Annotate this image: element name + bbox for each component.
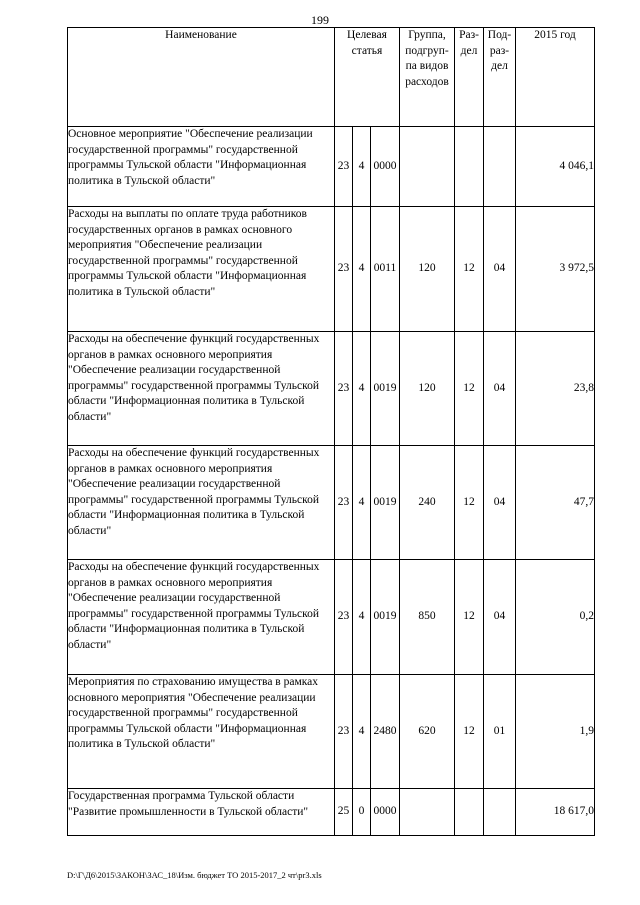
header-subsection: Под- раз- дел (484, 28, 516, 127)
row-subsection (484, 789, 516, 836)
row-subsection: 01 (484, 675, 516, 789)
row-target-subprogram: 4 (353, 675, 371, 789)
table-row (68, 560, 595, 675)
row-target-program: 25 (335, 789, 353, 836)
table-row (68, 675, 595, 789)
row-target-code: 0019 (371, 446, 400, 560)
row-subsection: 04 (484, 446, 516, 560)
row-name: Государственная программа Тульской области "Развитие промышленности в Тульской области" (68, 789, 335, 836)
row-section (455, 127, 484, 207)
row-target-code: 0000 (371, 127, 400, 207)
row-amount: 23,8 (516, 332, 595, 446)
row-section: 12 (455, 332, 484, 446)
budget-table (67, 27, 595, 836)
row-target-code: 2480 (371, 675, 400, 789)
row-name: Расходы на обеспечение функций государственных органов в рамках основного мероприятия "Обеспечение реализации государственной программы" государственной программы Тульской области "Информационная политика в Тульской области" (68, 446, 335, 560)
row-expense-group (400, 789, 455, 836)
row-target-subprogram: 4 (353, 446, 371, 560)
row-name: Расходы на обеспечение функций государственных органов в рамках основного мероприятия "Обеспечение реализации государственной программы" государственной программы Тульской области "Информационная политика в Тульской области" (68, 332, 335, 446)
row-expense-group: 120 (400, 332, 455, 446)
row-target-program: 23 (335, 675, 353, 789)
table-row (68, 446, 595, 560)
table-row (68, 789, 595, 836)
header-year: 2015 год (516, 28, 595, 127)
table-row (68, 332, 595, 446)
row-section (455, 789, 484, 836)
file-path-footer: D:\Г\Д6\2015\ЗАКОН\ЗАС_18\Изм. бюджет ТО 2015-2017_2 чт\pr3.xls (67, 870, 322, 880)
row-target-subprogram: 4 (353, 560, 371, 675)
row-section: 12 (455, 560, 484, 675)
row-section: 12 (455, 675, 484, 789)
row-target-code: 0000 (371, 789, 400, 836)
row-amount: 47,7 (516, 446, 595, 560)
row-amount: 4 046,1 (516, 127, 595, 207)
header-target-article: Целевая статья (335, 28, 400, 127)
row-subsection: 04 (484, 332, 516, 446)
row-target-code: 0011 (371, 207, 400, 332)
row-amount: 1,9 (516, 675, 595, 789)
header-expense-group: Группа, подгруп- па видов расходов (400, 28, 455, 127)
row-target-program: 23 (335, 560, 353, 675)
row-target-program: 23 (335, 446, 353, 560)
page-number: 199 (311, 13, 329, 27)
row-expense-group: 850 (400, 560, 455, 675)
row-name: Основное мероприятие "Обеспечение реализации государственной программы" государственной программы Тульской области "Информационная политика в Тульской области" (68, 127, 335, 207)
header-row (68, 28, 595, 127)
row-amount: 3 972,5 (516, 207, 595, 332)
row-name: Мероприятия по страхованию имущества в рамках основного мероприятия "Обеспечение реализации государственной программы" государственной программы Тульской области "Информационная политика в Тульской области" (68, 675, 335, 789)
row-name: Расходы на обеспечение функций государственных органов в рамках основного мероприятия "Обеспечение реализации государственной программы" государственной программы Тульской области "Информационная политика в Тульской области" (68, 560, 335, 675)
row-target-code: 0019 (371, 560, 400, 675)
row-target-code: 0019 (371, 332, 400, 446)
row-amount: 0,2 (516, 560, 595, 675)
row-target-subprogram: 4 (353, 127, 371, 207)
row-subsection: 04 (484, 207, 516, 332)
row-subsection: 04 (484, 560, 516, 675)
row-expense-group: 620 (400, 675, 455, 789)
header-section: Раз- дел (455, 28, 484, 127)
row-expense-group (400, 127, 455, 207)
row-target-subprogram: 4 (353, 332, 371, 446)
table-row (68, 127, 595, 207)
row-section: 12 (455, 207, 484, 332)
row-target-program: 23 (335, 332, 353, 446)
header-name: Наименование (68, 28, 335, 127)
table-row (68, 207, 595, 332)
row-target-subprogram: 4 (353, 207, 371, 332)
row-section: 12 (455, 446, 484, 560)
row-subsection (484, 127, 516, 207)
row-expense-group: 120 (400, 207, 455, 332)
row-target-program: 23 (335, 207, 353, 332)
row-name: Расходы на выплаты по оплате труда работников государственных органов в рамках основного мероприятия "Обеспечение реализации государственной программы" государственной программы Тульской области "Информационная политика в Тульской области" (68, 207, 335, 332)
row-amount: 18 617,0 (516, 789, 595, 836)
row-target-program: 23 (335, 127, 353, 207)
row-expense-group: 240 (400, 446, 455, 560)
row-target-subprogram: 0 (353, 789, 371, 836)
